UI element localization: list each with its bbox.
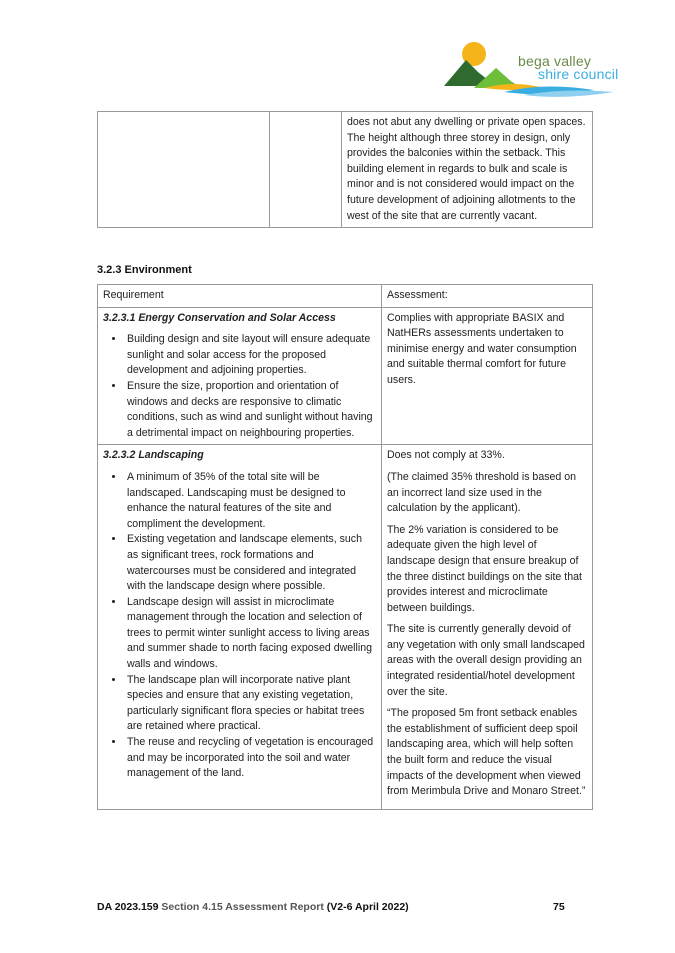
list-item: • The reuse and recycling of vegetation is encouraged and may be incorporated into the soil and water management of the land. bbox=[125, 735, 375, 782]
logo-text-line2: shire council bbox=[538, 66, 619, 82]
list-item: • Existing vegetation and landscape elements, such as significant trees, rock formations and watercourses must be considered and integrated with the landscape design where possible. bbox=[125, 532, 375, 594]
list-item: • Ensure the size, proportion and orientation of windows and decks are responsive to climatic conditions, such as wind and sunlight without having a detrimental impact on neighbouring properties. bbox=[125, 379, 375, 441]
table-row bbox=[98, 112, 593, 228]
footer-doc-title: Section 4.15 Assessment Report bbox=[161, 901, 324, 913]
requirement-list bbox=[103, 332, 375, 441]
footer bbox=[97, 901, 409, 913]
requirement-cell bbox=[98, 307, 382, 445]
list-item: • Building design and site layout will ensure adequate sunlight and solar access for the proposed development and adjoining properties. bbox=[125, 332, 375, 379]
column-header-requirement: Requirement bbox=[98, 285, 382, 308]
assessment-paragraph: “The proposed 5m front setback enables the establishment of sufficient deep spoil landscaping area, which will help soften the built form and reduce the visual impacts of the development when viewed from Merimbula Drive and Monaro Street.” bbox=[387, 707, 586, 798]
environment-table bbox=[97, 284, 593, 810]
empty-cell bbox=[270, 112, 342, 228]
requirement-list bbox=[103, 470, 375, 782]
list-item: • Landscape design will assist in microclimate management through the location and selection of trees to permit winter sunlight access to living areas and summer shade to north facing exposed dwelling walls and windows. bbox=[125, 595, 375, 673]
list-item: • The landscape plan will incorporate native plant species and ensure that any existing vegetation, particularly significant flora species or habitat trees are retained where practical. bbox=[125, 673, 375, 735]
assessment-paragraph: Complies with appropriate BASIX and NatHERs assessments undertaken to minimise energy and water consumption and suitable thermal comfort for future users. bbox=[387, 311, 577, 386]
assessment-cell bbox=[382, 307, 593, 445]
continued-table bbox=[97, 111, 593, 228]
table-row bbox=[98, 307, 593, 445]
section-heading: 3.2.3 Environment bbox=[97, 264, 192, 276]
assessment-paragraph: The 2% variation is considered to be adequate given the high level of landscape design that ensure breakup of the three distinct buildings on the site that provides interest and microclimate between buildings. bbox=[387, 523, 582, 614]
empty-cell bbox=[98, 112, 270, 228]
requirement-title: 3.2.3.2 Landscaping bbox=[103, 449, 204, 462]
requirement-cell bbox=[98, 445, 382, 809]
assessment-cell: does not abut any dwelling or private open spaces. The height although three storey in design, only provides the balconies within the setback. This building element in regards to bulk and scale is minor and is not considered would impact on the future development of adjoining allotments to the west of the site that are currently vacant. bbox=[342, 112, 593, 228]
assessment-paragraph: Does not comply at 33%. bbox=[387, 449, 505, 462]
footer-doc-id: DA 2023.159 bbox=[97, 901, 159, 913]
requirement-title: 3.2.3.1 Energy Conservation and Solar Access bbox=[103, 311, 336, 324]
assessment-cell bbox=[382, 445, 593, 809]
list-item: • A minimum of 35% of the total site will be landscaped. Landscaping must be designed to enhance the natural features of the site and compliment the development. bbox=[125, 470, 375, 532]
table-header-row bbox=[98, 285, 593, 308]
assessment-paragraph: The site is currently generally devoid of any vegetation with only small landscaped areas with the overall design providing an integrated residential/hotel development over the site. bbox=[387, 623, 585, 698]
page-number: 75 bbox=[553, 901, 565, 913]
logo-text-line1: bega valley bbox=[518, 53, 592, 69]
footer-version: (V2-6 April 2022) bbox=[326, 901, 409, 913]
table-row bbox=[98, 445, 593, 809]
column-header-assessment: Assessment: bbox=[382, 285, 593, 308]
assessment-paragraph: (The claimed 35% threshold is based on an incorrect land size used in the calculation by the applicant). bbox=[387, 470, 577, 515]
